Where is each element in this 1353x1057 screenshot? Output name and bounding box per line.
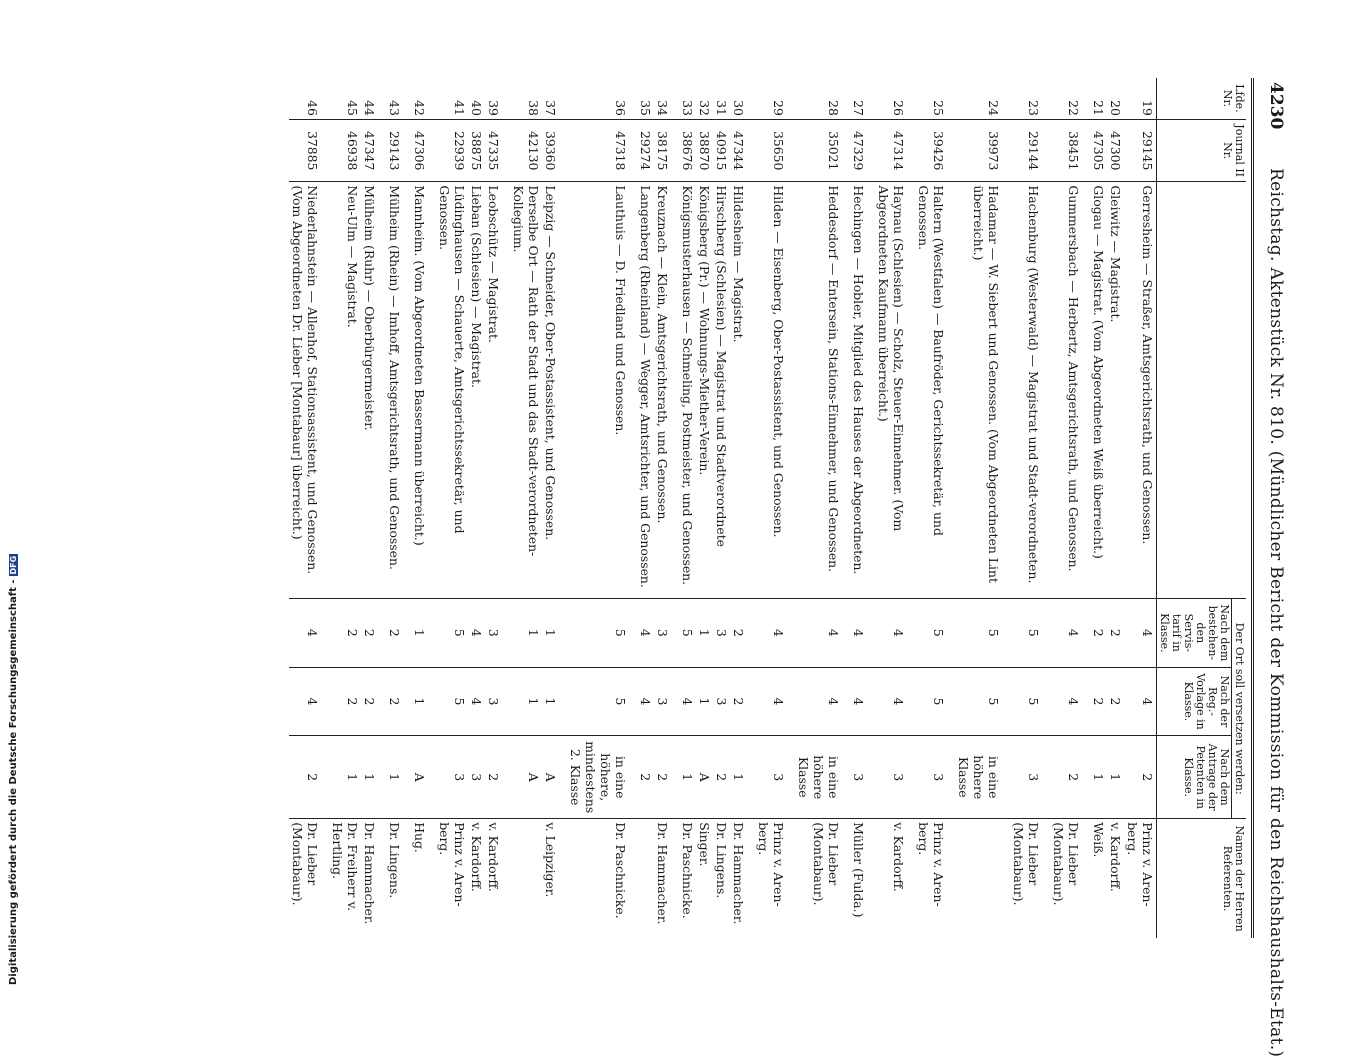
cell-ref: Dr. Freiherr v. Hertling. xyxy=(330,822,360,911)
cell-ort: Kreuznach — Klein, Amtsgerichtsrath, und Genossen. xyxy=(654,182,679,599)
cell-journal: 39973 xyxy=(955,119,1010,181)
col-k3: Nach dem Antrage der Petenten in Klasse. xyxy=(1157,736,1232,819)
cell-k1: 5 xyxy=(679,599,696,668)
cell-k2: 3 xyxy=(713,667,730,736)
cell-lfd: 38 xyxy=(510,78,542,119)
cell-k3: in eine höhere, mindestens 2. Klasse xyxy=(567,736,637,819)
cell-ort: Hechingen — Hobler, Mitglied des Hauses der Abgeordneten. xyxy=(850,182,875,599)
cell-k3: 3 xyxy=(850,736,875,819)
cell-k1: 1 xyxy=(542,599,567,668)
table-row xyxy=(795,78,850,938)
cell-k2: 1 xyxy=(411,667,436,736)
cell-journal: 37885 xyxy=(289,119,329,181)
cell-ort: Hachenburg (Westerwald) — Magistrat und Stadt-verordneten. xyxy=(1010,182,1050,599)
cell-lfd: 37 xyxy=(542,78,567,119)
cell-k1: 2 xyxy=(1107,599,1124,668)
cell-journal: 47344 xyxy=(730,119,755,181)
cell-k1: 2 xyxy=(730,599,755,668)
table-row xyxy=(567,78,637,938)
cell-ref: v. Kardorff. xyxy=(891,822,906,892)
cell-k2: 4 xyxy=(1124,667,1157,736)
cell-journal: 47300 xyxy=(1107,119,1124,181)
cell-ort: Hadamar — W. Siebert und Genossen. (Vom Abgeordneten Lint überreicht.) xyxy=(955,182,1010,599)
cell-k1: 4 xyxy=(637,599,654,668)
cell-ort: Leobschütz — Magistrat. xyxy=(485,182,510,599)
table-row xyxy=(730,78,755,938)
cell-ref: Dr. Lingens. xyxy=(387,822,402,899)
cell-k3: 1 xyxy=(1107,736,1124,819)
cell-ref: Prinz v. Aren-berg. xyxy=(437,822,467,907)
cell-ort: Gerresheim — Straßer, Amtsgerichtsrath, und Genossen. xyxy=(1124,182,1157,599)
cell-lfd: 46 xyxy=(289,78,329,119)
cell-k2: 3 xyxy=(654,667,679,736)
cell-journal: 22939 xyxy=(436,119,468,181)
cell-k2: 2 xyxy=(386,667,411,736)
cell-lfd: 20 xyxy=(1107,78,1124,119)
cell-ref: Dr. Hammacher. xyxy=(655,822,670,925)
cell-lfd: 28 xyxy=(795,78,850,119)
cell-lfd: 27 xyxy=(850,78,875,119)
cell-k2: 5 xyxy=(436,667,468,736)
table-row xyxy=(1010,78,1050,938)
cell-ort: Haltern (Westfalen) — Baufröder, Gerichtssekretär, und Genossen. xyxy=(915,182,955,599)
cell-lfd: 36 xyxy=(567,78,637,119)
cell-lfd: 41 xyxy=(436,78,468,119)
cell-ort: Haynau (Schlesien) — Scholz, Steuer-Einnehmer. (Vom Abgeordneten Kaufmann überreicht.) xyxy=(875,182,915,599)
cell-ort: Niederlahnstein — Allenhof, Stationsassistent, und Genossen. (Vom Abgeordneten Dr. Lieber [Montabaur] überreicht.) xyxy=(289,182,329,599)
page-header xyxy=(1256,78,1290,1057)
cell-k1: 4 xyxy=(468,599,485,668)
cell-k3: 1 xyxy=(386,736,411,819)
col-journal: Journal II Nr. xyxy=(1157,119,1247,181)
cell-lfd: 22 xyxy=(1050,78,1090,119)
cell-journal: 29143 xyxy=(386,119,411,181)
cell-ref: v. Kardorff. xyxy=(1108,822,1123,892)
cell-journal: 46938 xyxy=(329,119,361,181)
cell-journal: 29145 xyxy=(1124,119,1157,181)
cell-k2: 4 xyxy=(795,667,850,736)
cell-k3: 3 xyxy=(468,736,485,819)
cell-k3: 2 xyxy=(1050,736,1090,819)
cell-ort: Hirschberg (Schlesien) — Magistrat und Stadtverordnete xyxy=(713,182,730,599)
cell-ort: Hilden — Eisenberg, Ober-Postassistent, und Genossen. xyxy=(755,182,795,599)
table-row xyxy=(654,78,679,938)
cell-k1: 3 xyxy=(654,599,679,668)
cell-lfd: 33 xyxy=(679,78,696,119)
cell-ref: v. Kardorff. xyxy=(486,822,501,892)
cell-journal: 47329 xyxy=(850,119,875,181)
cell-ref xyxy=(510,819,542,938)
cell-k2: 5 xyxy=(915,667,955,736)
cell-k3: 1 xyxy=(730,736,755,819)
cell-ref: Dr. Hammacher. xyxy=(731,822,746,925)
cell-lfd: 30 xyxy=(730,78,755,119)
cell-ref: Dr. Lieber (Montabaur). xyxy=(1011,822,1041,906)
cell-k3: A xyxy=(696,736,713,819)
cell-k3: 2 xyxy=(713,736,730,819)
cell-ref: Singer. xyxy=(697,822,712,867)
cell-journal: 47347 xyxy=(361,119,386,181)
cell-lfd: 29 xyxy=(755,78,795,119)
cell-k1: 3 xyxy=(713,599,730,668)
cell-k1: 5 xyxy=(915,599,955,668)
cell-k2: 4 xyxy=(850,667,875,736)
cell-k1: 3 xyxy=(485,599,510,668)
table-row xyxy=(850,78,875,938)
cell-k1: 2 xyxy=(386,599,411,668)
cell-lfd: 40 xyxy=(468,78,485,119)
cell-k1: 1 xyxy=(696,599,713,668)
table-row xyxy=(713,78,730,938)
cell-k1: 5 xyxy=(955,599,1010,668)
cell-k2: 2 xyxy=(730,667,755,736)
page-number: 4230 xyxy=(1266,82,1286,130)
col-ort xyxy=(1157,182,1247,599)
table-header xyxy=(1157,78,1247,938)
cell-k2: 2 xyxy=(1090,667,1107,736)
col-lfd: Lfde. Nr. xyxy=(1157,78,1247,119)
cell-k3: 3 xyxy=(875,736,915,819)
cell-ort: Königsmusterhausen — Schmeling, Postmeister, und Genossen. xyxy=(679,182,696,599)
cell-lfd: 34 xyxy=(654,78,679,119)
cell-k2: 1 xyxy=(510,667,542,736)
cell-k2: 2 xyxy=(329,667,361,736)
cell-lfd: 42 xyxy=(411,78,436,119)
cell-ref: Weiß. xyxy=(1091,822,1106,858)
cell-k2: 4 xyxy=(637,667,654,736)
cell-lfd: 26 xyxy=(875,78,915,119)
cell-journal: 42130 xyxy=(510,119,542,181)
cell-ref xyxy=(637,819,654,938)
cell-ort: Mülheim (Ruhr) — Oberbürgermeister. xyxy=(361,182,386,599)
cell-k1: 2 xyxy=(1090,599,1107,668)
cell-k1: 4 xyxy=(755,599,795,668)
table-row xyxy=(637,78,654,938)
cell-k2: 4 xyxy=(875,667,915,736)
cell-k2: 1 xyxy=(696,667,713,736)
cell-ort: Leipzig — Schneider, Ober-Postassistent, und Genossen. xyxy=(542,182,567,599)
cell-k2: 5 xyxy=(567,667,637,736)
cell-ort: Heddesdorf — Entersein, Stations-Einnehmer, und Genossen. xyxy=(795,182,850,599)
cell-lfd: 43 xyxy=(386,78,411,119)
cell-journal: 40915 xyxy=(713,119,730,181)
table-row xyxy=(510,78,542,938)
cell-k1: 2 xyxy=(361,599,386,668)
cell-lfd: 35 xyxy=(637,78,654,119)
cell-k3: in eine höhere Klasse xyxy=(795,736,850,819)
cell-ref: Müller (Fulda.) xyxy=(851,822,866,918)
table-row xyxy=(361,78,386,938)
cell-lfd: 45 xyxy=(329,78,361,119)
cell-ort: Lauthuis — D. Friedland und Genossen. xyxy=(567,182,637,599)
cell-journal: 38451 xyxy=(1050,119,1090,181)
col-k2: Nach der Reg.-Vorlage in Klasse. xyxy=(1157,667,1232,736)
cell-k2: 1 xyxy=(542,667,567,736)
col-ref: Namen der Herren Referenten. xyxy=(1157,819,1247,938)
table-row xyxy=(679,78,696,938)
cell-ort: Neu-Ulm — Magistrat. xyxy=(329,182,361,599)
petition-table xyxy=(289,78,1246,938)
cell-ref: Dr. Paschnicke. xyxy=(613,822,628,919)
table-row xyxy=(386,78,411,938)
cell-lfd: 21 xyxy=(1090,78,1107,119)
cell-journal: 47314 xyxy=(875,119,915,181)
page-title: Reichstag. Aktenstück Nr. 810. (Mündlicher Bericht der Kommission für den Reichshaushalts-Etat.) xyxy=(1266,168,1286,1057)
table-row xyxy=(875,78,915,938)
cell-ref: v. Kardorff. xyxy=(469,822,484,892)
table-row xyxy=(542,78,567,938)
cell-journal: 38175 xyxy=(654,119,679,181)
cell-k3: 2 xyxy=(485,736,510,819)
cell-ort: Königsberg (Pr.) — Wohnungs-Miether-Verein. xyxy=(696,182,713,599)
dfg-logo: DFG xyxy=(9,555,18,575)
cell-lfd: 31 xyxy=(713,78,730,119)
cell-journal: 29144 xyxy=(1010,119,1050,181)
cell-ref: Prinz v. Aren-berg. xyxy=(916,822,946,907)
cell-k3: 2 xyxy=(654,736,679,819)
cell-k3: A xyxy=(542,736,567,819)
rotated-page xyxy=(100,78,1290,1057)
cell-k1: 4 xyxy=(289,599,329,668)
cell-k2: 4 xyxy=(679,667,696,736)
cell-journal: 47305 xyxy=(1090,119,1107,181)
header-rule xyxy=(1251,78,1254,938)
cell-lfd: 44 xyxy=(361,78,386,119)
table-row xyxy=(696,78,713,938)
cell-k2: 2 xyxy=(361,667,386,736)
table-row xyxy=(915,78,955,938)
cell-ort: Gleiwitz — Magistrat. xyxy=(1107,182,1124,599)
cell-ref: Dr. Lieber (Montabaur). xyxy=(811,822,841,906)
cell-ref: Hug. xyxy=(412,822,427,853)
cell-ref: v. Leipziger. xyxy=(543,822,558,898)
cell-lfd: 32 xyxy=(696,78,713,119)
table-row xyxy=(1050,78,1090,938)
cell-journal: 38870 xyxy=(696,119,713,181)
cell-k2: 4 xyxy=(468,667,485,736)
table-row xyxy=(1124,78,1157,938)
table-row xyxy=(411,78,436,938)
cell-ort: Mülheim (Rhein) — Imhoff, Amtsgerichtsrath, und Genossen. xyxy=(386,182,411,599)
digitization-text: Digitalisierung gefördert durch die Deutsche Forschungsgemeinschaft - xyxy=(8,579,19,985)
cell-k3: 1 xyxy=(679,736,696,819)
table-row xyxy=(1090,78,1107,938)
cell-ref: Dr. Lieber (Montabaur). xyxy=(290,822,320,906)
cell-journal: 39426 xyxy=(915,119,955,181)
table-row xyxy=(436,78,468,938)
cell-k3: A xyxy=(411,736,436,819)
cell-k1: 2 xyxy=(329,599,361,668)
cell-ref: Dr. Lieber (Montabaur). xyxy=(1051,822,1081,906)
cell-journal: 38875 xyxy=(468,119,485,181)
cell-k1: 1 xyxy=(510,599,542,668)
table-row xyxy=(485,78,510,938)
cell-journal: 29274 xyxy=(637,119,654,181)
cell-k1: 5 xyxy=(436,599,468,668)
digitization-note xyxy=(8,335,24,985)
cell-k1: 5 xyxy=(1010,599,1050,668)
cell-ref: Dr. Hammacher. xyxy=(362,822,377,925)
col-k1: Nach dem bestehen-den Servis-tarif in Klasse. xyxy=(1157,599,1232,668)
cell-k2: 3 xyxy=(485,667,510,736)
cell-journal: 47335 xyxy=(485,119,510,181)
cell-k3: 3 xyxy=(1010,736,1050,819)
cell-ort: Derselbe Ort — Rath der Stadt und das Stadt-verordneten-Kollegium. xyxy=(510,182,542,599)
cell-k1: 4 xyxy=(850,599,875,668)
cell-k2: 5 xyxy=(955,667,1010,736)
cell-journal: 38676 xyxy=(679,119,696,181)
cell-ref: Prinz v. Aren-berg. xyxy=(756,822,786,907)
cell-ort: Mannheim. (Vom Abgeordneten Bassermann überreicht.) xyxy=(411,182,436,599)
cell-lfd: 19 xyxy=(1124,78,1157,119)
cell-k3: 2 xyxy=(637,736,654,819)
cell-ort: Hildesheim — Magistrat. xyxy=(730,182,755,599)
cell-lfd: 39 xyxy=(485,78,510,119)
cell-ort: Lüdinghausen — Schauerte, Amtsgerichtssekretär, und Genossen. xyxy=(436,182,468,599)
cell-k2: 4 xyxy=(755,667,795,736)
cell-k3: 3 xyxy=(755,736,795,819)
table-row xyxy=(468,78,485,938)
cell-k1: 4 xyxy=(1050,599,1090,668)
cell-ref xyxy=(955,819,1010,938)
table-row xyxy=(755,78,795,938)
cell-k1: 4 xyxy=(1124,599,1157,668)
table-row xyxy=(329,78,361,938)
cell-k3: 1 xyxy=(329,736,361,819)
cell-k3: 3 xyxy=(436,736,468,819)
cell-k2: 4 xyxy=(1050,667,1090,736)
cell-k1: 4 xyxy=(875,599,915,668)
cell-k3: A xyxy=(510,736,542,819)
cell-ort: Gummersbach — Herbertz, Amtsgerichtsrath, und Genossen. xyxy=(1050,182,1090,599)
cell-k3: 2 xyxy=(289,736,329,819)
table-body xyxy=(289,78,1157,938)
cell-k2: 5 xyxy=(1010,667,1050,736)
cell-k3: 1 xyxy=(361,736,386,819)
cell-k1: 4 xyxy=(795,599,850,668)
cell-ort: Lieban (Schlesien) — Magistrat. xyxy=(468,182,485,599)
col-group: Der Ort soll versetzen werden: xyxy=(1232,599,1247,819)
cell-journal: 47306 xyxy=(411,119,436,181)
cell-k3: in eine höhere Klasse xyxy=(955,736,1010,819)
cell-ref: Prinz v. Aren-berg. xyxy=(1125,822,1155,907)
cell-k3: 1 xyxy=(1090,736,1107,819)
table-row xyxy=(955,78,1010,938)
cell-k3: 3 xyxy=(915,736,955,819)
cell-k1: 5 xyxy=(567,599,637,668)
table-row xyxy=(1107,78,1124,938)
cell-lfd: 25 xyxy=(915,78,955,119)
cell-journal: 39360 xyxy=(542,119,567,181)
cell-ort: Glogau — Magistrat. (Vom Abgeordneten Weiß überreicht.) xyxy=(1090,182,1107,599)
cell-journal: 35021 xyxy=(795,119,850,181)
cell-journal: 35650 xyxy=(755,119,795,181)
cell-k2: 2 xyxy=(1107,667,1124,736)
cell-journal: 47318 xyxy=(567,119,637,181)
cell-ort: Langenberg (Rheinland) — Wegger, Amtsrichter, und Genossen. xyxy=(637,182,654,599)
cell-k2: 4 xyxy=(289,667,329,736)
table-row xyxy=(289,78,329,938)
cell-lfd: 23 xyxy=(1010,78,1050,119)
cell-k1: 1 xyxy=(411,599,436,668)
cell-ref: Dr. Paschnicke. xyxy=(680,822,695,919)
cell-ref: Dr. Lingens. xyxy=(714,822,729,899)
cell-lfd: 24 xyxy=(955,78,1010,119)
cell-k3: 2 xyxy=(1124,736,1157,819)
